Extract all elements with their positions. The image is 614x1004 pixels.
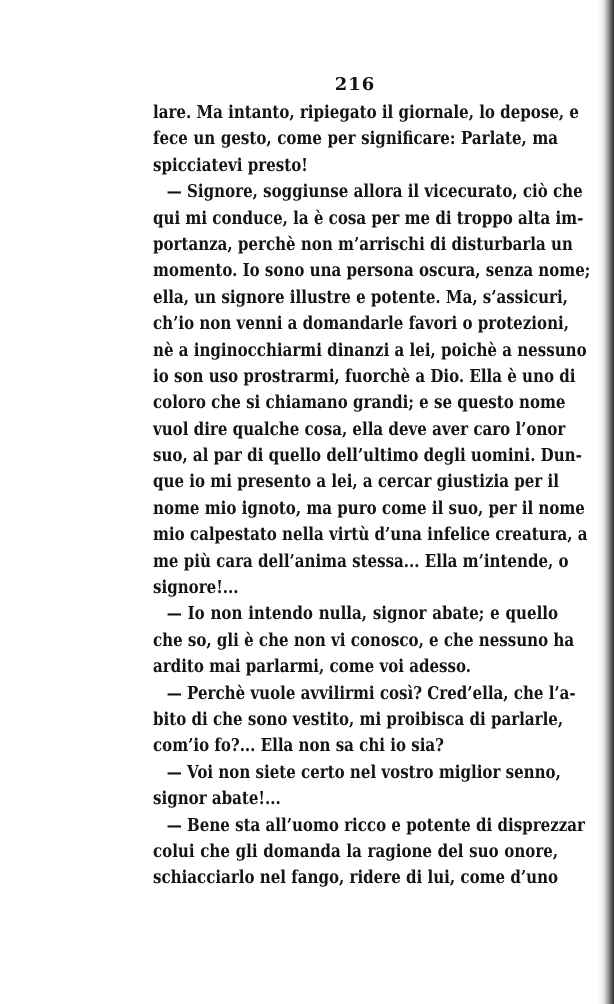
text-line: schiacciarlo nel fango, ridere di lui, come d’uno xyxy=(153,868,559,889)
body-text xyxy=(153,100,591,892)
text-line: — Voi non siete certo nel vostro miglior senno, xyxy=(166,762,561,783)
text-line: signore!... xyxy=(153,578,239,599)
text-line: colui che gli domanda la ragione del suo onore, xyxy=(153,841,559,862)
text-line: qui mi conduce, la è cosa per me di troppo alta im- xyxy=(153,208,584,229)
text-line: che so, gli è che non vi conosco, e che nessuno ha xyxy=(153,630,575,651)
text-line: momento. Io sono una persona oscura, senza nome; xyxy=(153,261,591,282)
text-line: mio calpestato nella virtù d’una infelice creatura, a xyxy=(153,525,588,546)
text-line: que io mi presento a lei, a cercar giustizia per il xyxy=(153,472,559,493)
text-line: — Io non intendo nulla, signor abate; e quello xyxy=(166,604,559,625)
text-line: fece un gesto, come per significare: Parlate, ma xyxy=(153,129,559,150)
text-line: spicciatevi presto! xyxy=(153,155,308,176)
page-edge-shadow xyxy=(598,0,614,1004)
text-line: — Signore, soggiunse allora il vicecurato, ciò che xyxy=(166,182,583,203)
text-line: nome mio ignoto, ma puro come il suo, per il nome xyxy=(153,498,585,519)
text-line: ardito mai parlarmi, come voi adesso. xyxy=(153,657,471,678)
page-number: 216 xyxy=(334,74,376,95)
text-line: vuol dire qualche cosa, ella deve aver caro l’onor xyxy=(153,419,566,440)
text-line: ella, un signore illustre e potente. Ma, s’assicuri, xyxy=(153,287,568,308)
text-line: coloro che si chiamano grandi; e se questo nome xyxy=(153,393,566,414)
text-line: me più cara dell’anima stessa... Ella m’intende, o xyxy=(153,551,569,572)
text-line: — Bene sta all’uomo ricco e potente di disprezzar xyxy=(166,815,585,836)
text-line: ch’io non venni a domandarle favori o protezioni, xyxy=(153,314,569,335)
text-line: lare. Ma intanto, ripiegato il giornale, lo depose, e xyxy=(153,103,579,123)
text-line: nè a inginocchiarmi dinanzi a lei, poichè a nessuno xyxy=(153,340,587,361)
text-line: portanza, perchè non m’arrischi di disturbarla un xyxy=(153,234,573,255)
text-line: signor abate!... xyxy=(153,789,281,810)
text-line: io son uso prostrarmi, fuorchè a Dio. Ella è uno di xyxy=(153,366,576,387)
text-line: com’io fo?... Ella non sa chi io sia? xyxy=(153,736,445,757)
text-line: bito di che sono vestito, mi proibisca di parlarle, xyxy=(153,709,564,730)
text-line: — Perchè vuole avvilirmi così? Cred’ella, che l’a- xyxy=(166,683,576,704)
text-line: suo, al par di quello dell’ultimo degli uomini. Dun- xyxy=(153,446,582,467)
